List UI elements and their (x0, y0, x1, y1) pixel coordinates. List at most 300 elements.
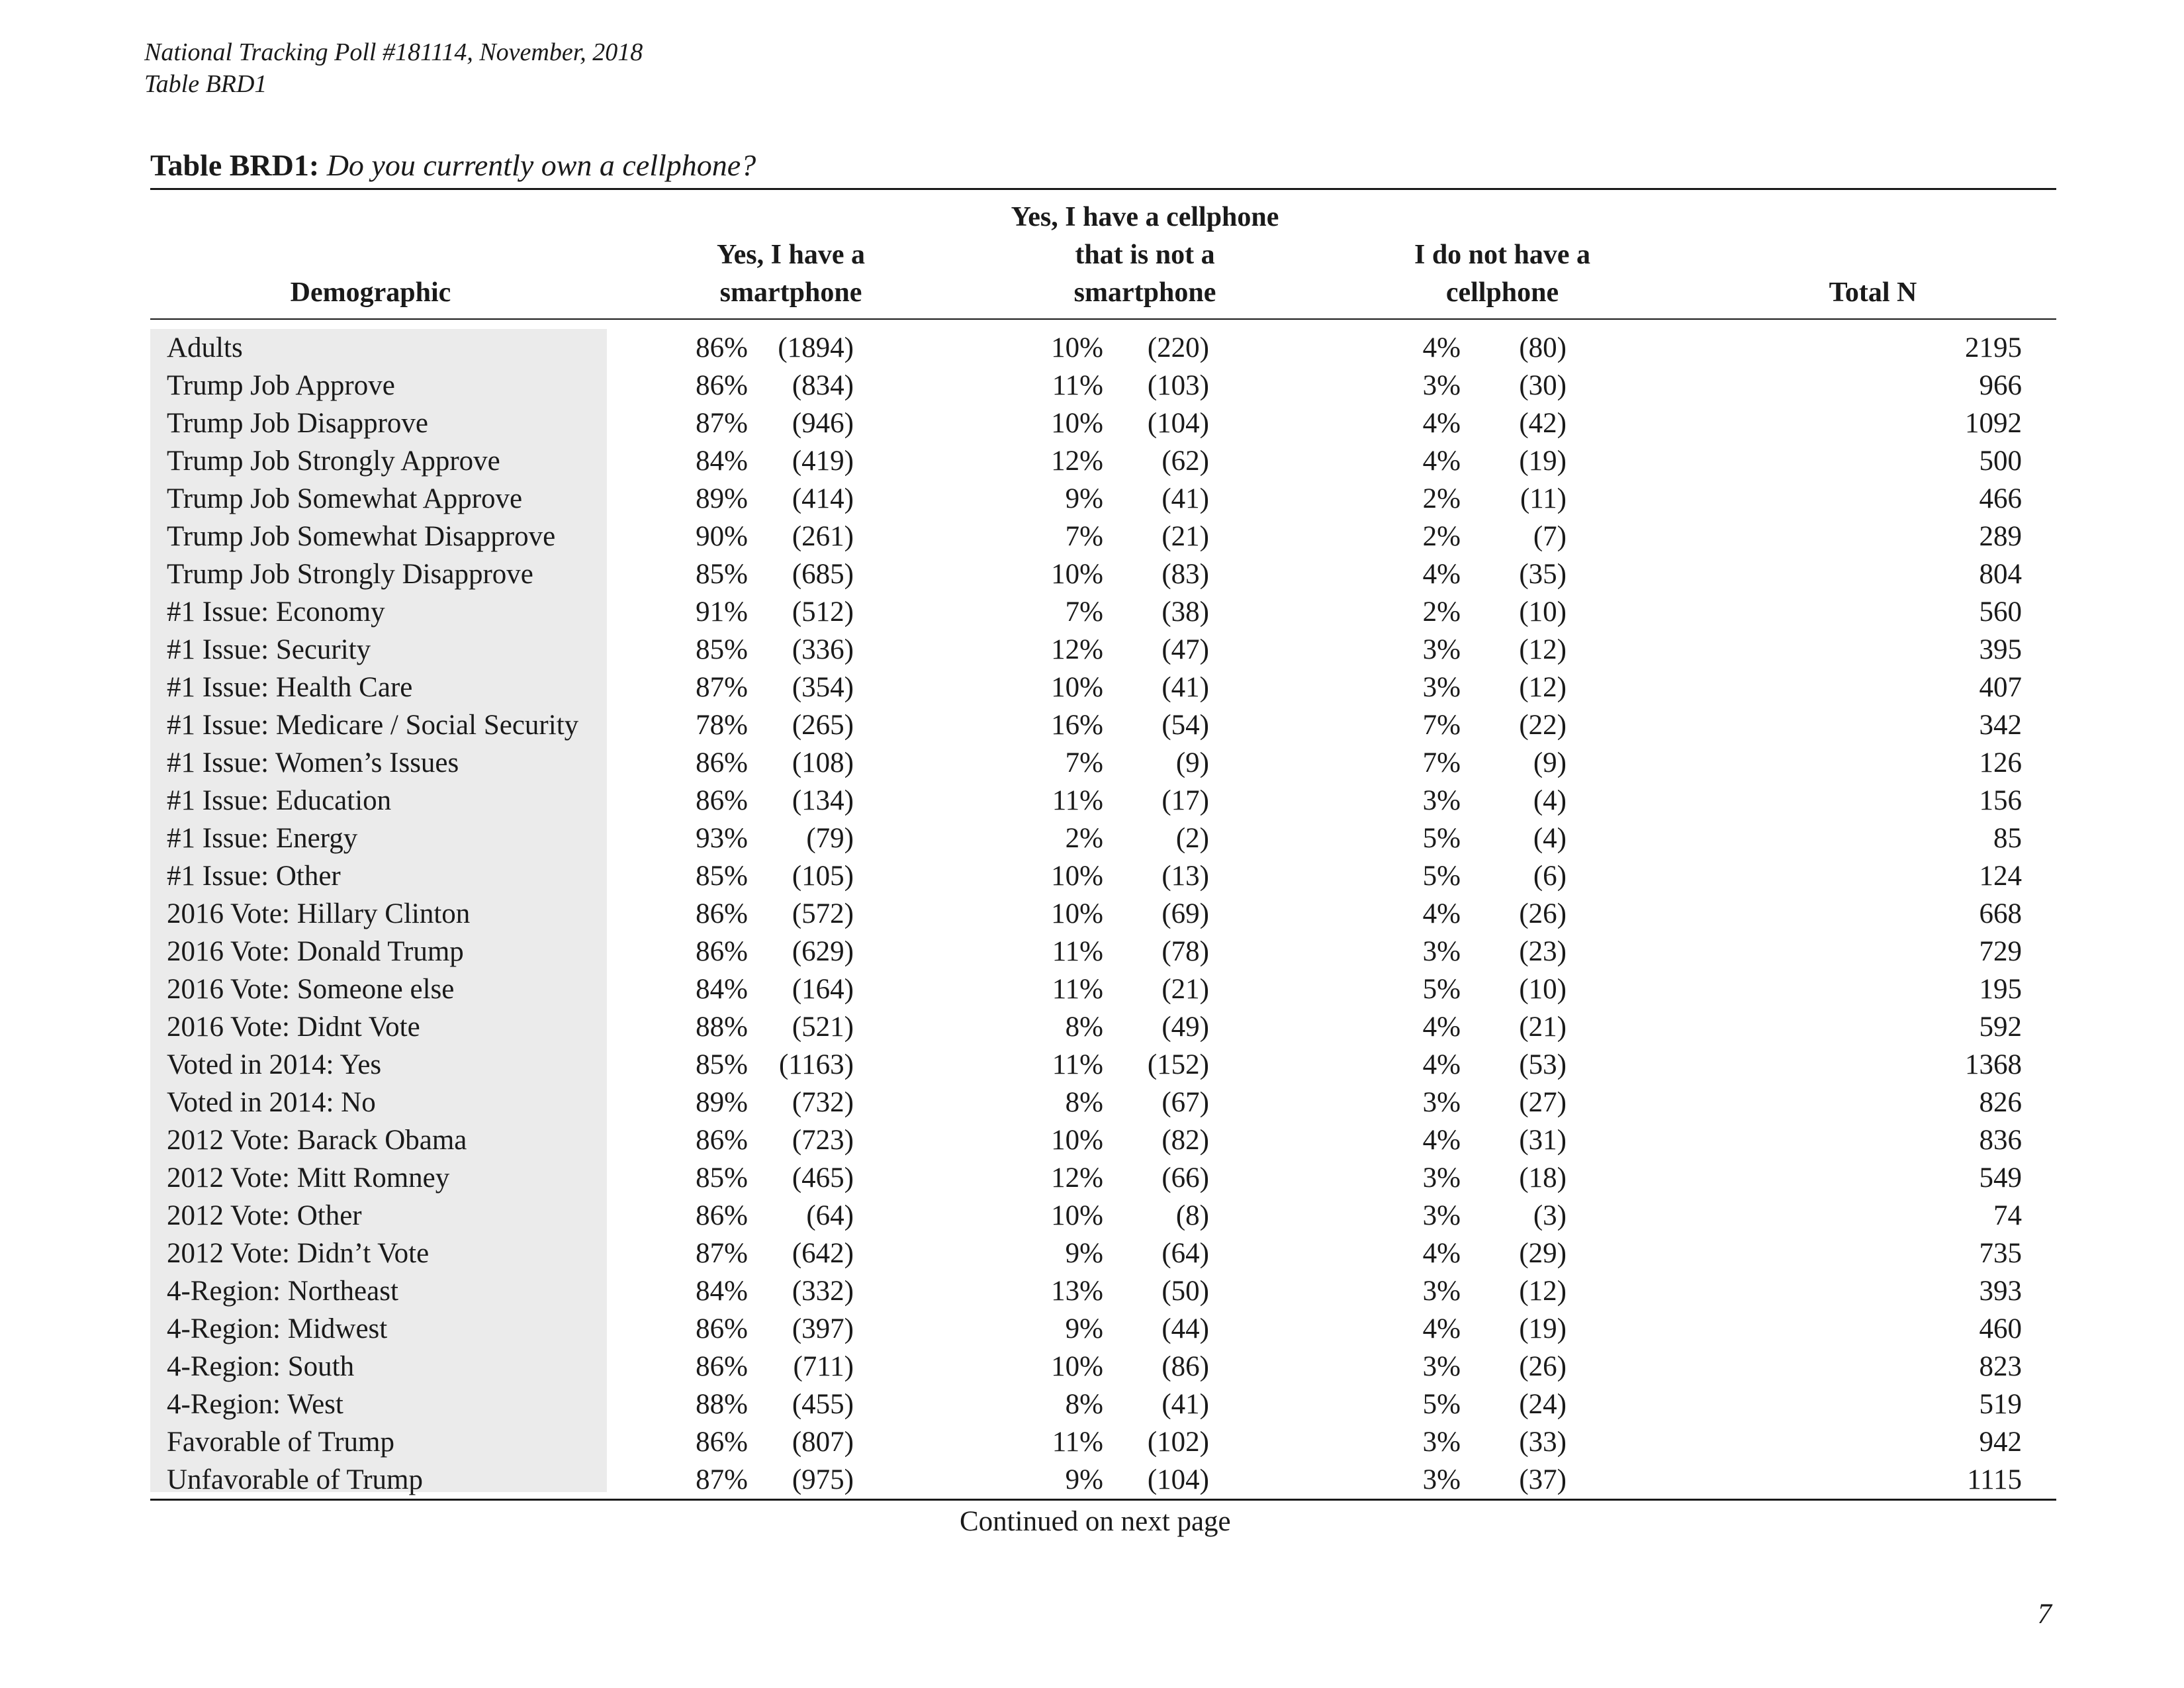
basic-cellphone-count: (102) (1147, 1427, 1209, 1458)
column-header-total-n: Total N (1829, 277, 1917, 308)
table-row (0, 367, 2184, 404)
smartphone-percent: 87% (696, 1238, 748, 1269)
basic-cellphone-percent: 11% (1052, 785, 1103, 816)
smartphone-percent: 85% (696, 1049, 748, 1080)
smartphone-count: (1163) (778, 1049, 854, 1080)
total-n: 393 (1979, 1276, 2022, 1307)
basic-cellphone-count: (67) (1161, 1087, 1209, 1118)
no-cellphone-count: (35) (1519, 559, 1567, 590)
no-cellphone-percent: 3% (1422, 370, 1461, 401)
no-cellphone-count: (26) (1519, 898, 1567, 929)
smartphone-count: (332) (792, 1276, 854, 1307)
no-cellphone-count: (31) (1519, 1125, 1567, 1156)
total-n: 342 (1979, 710, 2022, 741)
basic-cellphone-percent: 10% (1051, 332, 1103, 363)
basic-cellphone-percent: 10% (1051, 408, 1103, 439)
no-cellphone-count: (12) (1519, 634, 1567, 665)
no-cellphone-percent: 7% (1422, 710, 1461, 741)
header-rule (150, 318, 2056, 320)
row-demographic: Favorable of Trump (167, 1427, 394, 1458)
smartphone-count: (164) (792, 974, 854, 1005)
row-demographic: 4-Region: Northeast (167, 1276, 398, 1307)
no-cellphone-percent: 3% (1422, 1464, 1461, 1495)
smartphone-percent: 86% (696, 785, 748, 816)
smartphone-count: (64) (806, 1200, 854, 1231)
smartphone-count: (946) (792, 408, 854, 439)
smartphone-percent: 84% (696, 974, 748, 1005)
table-row (0, 404, 2184, 442)
basic-cellphone-percent: 11% (1052, 936, 1103, 967)
smartphone-count: (354) (792, 672, 854, 703)
table-row (0, 442, 2184, 480)
table-row (0, 933, 2184, 970)
row-demographic: Voted in 2014: No (167, 1087, 376, 1118)
basic-cellphone-percent: 11% (1052, 974, 1103, 1005)
no-cellphone-percent: 3% (1422, 1200, 1461, 1231)
no-cellphone-percent: 2% (1422, 596, 1461, 628)
continued-note: Continued on next page (960, 1506, 1231, 1537)
column-header-basic-cellphone-line2: that is not a (1075, 240, 1215, 270)
no-cellphone-count: (37) (1519, 1464, 1567, 1495)
total-n: 195 (1979, 974, 2022, 1005)
basic-cellphone-count: (49) (1161, 1011, 1209, 1043)
total-n: 668 (1979, 898, 2022, 929)
no-cellphone-count: (80) (1519, 332, 1567, 363)
basic-cellphone-count: (44) (1161, 1313, 1209, 1344)
basic-cellphone-count: (62) (1161, 445, 1209, 477)
basic-cellphone-percent: 10% (1051, 1200, 1103, 1231)
smartphone-count: (1894) (778, 332, 854, 363)
row-demographic: #1 Issue: Medicare / Social Security (167, 710, 579, 741)
smartphone-percent: 87% (696, 408, 748, 439)
total-n: 126 (1979, 747, 2022, 778)
total-n: 549 (1979, 1162, 2022, 1194)
smartphone-percent: 84% (696, 445, 748, 477)
smartphone-percent: 93% (696, 823, 748, 854)
basic-cellphone-percent: 8% (1065, 1389, 1103, 1420)
table-row (0, 1310, 2184, 1348)
no-cellphone-count: (9) (1533, 747, 1567, 778)
table-title-label: Table BRD1: (150, 148, 320, 182)
no-cellphone-count: (6) (1533, 861, 1567, 892)
row-demographic: #1 Issue: Security (167, 634, 371, 665)
basic-cellphone-count: (41) (1161, 672, 1209, 703)
no-cellphone-percent: 5% (1422, 974, 1461, 1005)
total-n: 124 (1979, 861, 2022, 892)
row-demographic: #1 Issue: Education (167, 785, 392, 816)
no-cellphone-count: (12) (1519, 1276, 1567, 1307)
no-cellphone-count: (4) (1533, 823, 1567, 854)
total-n: 735 (1979, 1238, 2022, 1269)
no-cellphone-percent: 3% (1422, 1351, 1461, 1382)
no-cellphone-count: (12) (1519, 672, 1567, 703)
table-row (0, 1046, 2184, 1084)
smartphone-percent: 85% (696, 559, 748, 590)
column-header-smartphone-line1: Yes, I have a (716, 240, 865, 270)
total-n: 395 (1979, 634, 2022, 665)
smartphone-count: (629) (792, 936, 854, 967)
no-cellphone-count: (19) (1519, 445, 1567, 477)
smartphone-percent: 85% (696, 861, 748, 892)
column-header-smartphone-line2: smartphone (719, 277, 862, 308)
basic-cellphone-count: (104) (1147, 1464, 1209, 1495)
table-row (0, 1461, 2184, 1499)
basic-cellphone-count: (9) (1175, 747, 1209, 778)
basic-cellphone-count: (41) (1161, 483, 1209, 514)
no-cellphone-percent: 4% (1422, 332, 1461, 363)
basic-cellphone-percent: 7% (1065, 521, 1103, 552)
smartphone-count: (397) (792, 1313, 854, 1344)
row-demographic: Trump Job Somewhat Disapprove (167, 521, 556, 552)
no-cellphone-count: (21) (1519, 1011, 1567, 1043)
row-demographic: 2012 Vote: Barack Obama (167, 1125, 467, 1156)
row-demographic: Trump Job Strongly Disapprove (167, 559, 533, 590)
row-demographic: #1 Issue: Economy (167, 596, 385, 628)
smartphone-count: (975) (792, 1464, 854, 1495)
table-title-question: Do you currently own a cellphone? (326, 148, 756, 182)
smartphone-count: (105) (792, 861, 854, 892)
total-n: 804 (1979, 559, 2022, 590)
table-row (0, 820, 2184, 857)
no-cellphone-count: (7) (1533, 521, 1567, 552)
column-header-basic-cellphone (966, 199, 1324, 312)
basic-cellphone-percent: 12% (1051, 445, 1103, 477)
smartphone-percent: 87% (696, 1464, 748, 1495)
table-row (0, 1008, 2184, 1046)
basic-cellphone-count: (21) (1161, 974, 1209, 1005)
no-cellphone-count: (11) (1520, 483, 1567, 514)
row-demographic: 2016 Vote: Hillary Clinton (167, 898, 471, 929)
basic-cellphone-count: (220) (1147, 332, 1209, 363)
no-cellphone-percent: 4% (1422, 1313, 1461, 1344)
no-cellphone-percent: 4% (1422, 1011, 1461, 1043)
smartphone-percent: 78% (696, 710, 748, 741)
table-row (0, 1235, 2184, 1272)
basic-cellphone-percent: 9% (1065, 483, 1103, 514)
no-cellphone-count: (3) (1533, 1200, 1567, 1231)
no-cellphone-percent: 7% (1422, 747, 1461, 778)
row-demographic: 2016 Vote: Donald Trump (167, 936, 464, 967)
smartphone-count: (465) (792, 1162, 854, 1194)
table-row (0, 555, 2184, 593)
basic-cellphone-count: (2) (1175, 823, 1209, 854)
total-n: 500 (1979, 445, 2022, 477)
total-n: 2195 (1965, 332, 2022, 363)
basic-cellphone-percent: 7% (1065, 596, 1103, 628)
smartphone-count: (521) (792, 1011, 854, 1043)
table-row (0, 1121, 2184, 1159)
smartphone-percent: 84% (696, 1276, 748, 1307)
basic-cellphone-percent: 8% (1065, 1087, 1103, 1118)
basic-cellphone-percent: 9% (1065, 1313, 1103, 1344)
smartphone-count: (455) (792, 1389, 854, 1420)
table-row (0, 329, 2184, 367)
no-cellphone-count: (26) (1519, 1351, 1567, 1382)
no-cellphone-percent: 4% (1422, 445, 1461, 477)
table-title (150, 148, 756, 183)
table-row (0, 1348, 2184, 1385)
no-cellphone-count: (30) (1519, 370, 1567, 401)
table-row (0, 1385, 2184, 1423)
column-header-basic-cellphone-line1: Yes, I have a cellphone (1011, 202, 1279, 232)
table-row (0, 1159, 2184, 1197)
row-demographic: Voted in 2014: Yes (167, 1049, 382, 1080)
no-cellphone-percent: 4% (1422, 1125, 1461, 1156)
basic-cellphone-percent: 13% (1051, 1276, 1103, 1307)
no-cellphone-percent: 3% (1422, 1162, 1461, 1194)
smartphone-percent: 86% (696, 1427, 748, 1458)
smartphone-count: (108) (792, 747, 854, 778)
basic-cellphone-count: (21) (1161, 521, 1209, 552)
no-cellphone-percent: 4% (1422, 1238, 1461, 1269)
basic-cellphone-count: (64) (1161, 1238, 1209, 1269)
no-cellphone-percent: 3% (1422, 936, 1461, 967)
row-demographic: 4-Region: Midwest (167, 1313, 388, 1344)
basic-cellphone-percent: 11% (1052, 1427, 1103, 1458)
no-cellphone-percent: 4% (1422, 898, 1461, 929)
smartphone-count: (807) (792, 1427, 854, 1458)
row-demographic: 2012 Vote: Didn’t Vote (167, 1238, 430, 1269)
total-n: 1115 (1967, 1464, 2022, 1495)
basic-cellphone-count: (152) (1147, 1049, 1209, 1080)
smartphone-percent: 85% (696, 634, 748, 665)
row-demographic: Trump Job Approve (167, 370, 395, 401)
basic-cellphone-percent: 12% (1051, 634, 1103, 665)
basic-cellphone-count: (38) (1161, 596, 1209, 628)
basic-cellphone-percent: 7% (1065, 747, 1103, 778)
total-n: 560 (1979, 596, 2022, 628)
total-n: 1368 (1965, 1049, 2022, 1080)
total-n: 729 (1979, 936, 2022, 967)
total-n: 289 (1979, 521, 2022, 552)
basic-cellphone-percent: 11% (1052, 1049, 1103, 1080)
no-cellphone-percent: 4% (1422, 559, 1461, 590)
row-demographic: #1 Issue: Other (167, 861, 341, 892)
basic-cellphone-percent: 10% (1051, 672, 1103, 703)
no-cellphone-count: (19) (1519, 1313, 1567, 1344)
smartphone-count: (261) (792, 521, 854, 552)
basic-cellphone-percent: 16% (1051, 710, 1103, 741)
basic-cellphone-percent: 10% (1051, 1351, 1103, 1382)
table-row (0, 1272, 2184, 1310)
no-cellphone-percent: 3% (1422, 1087, 1461, 1118)
table-row (0, 744, 2184, 782)
table-row (0, 631, 2184, 669)
basic-cellphone-count: (78) (1161, 936, 1209, 967)
smartphone-percent: 87% (696, 672, 748, 703)
smartphone-count: (512) (792, 596, 854, 628)
column-header-no-cellphone-line2: cellphone (1445, 277, 1559, 308)
total-n: 466 (1979, 483, 2022, 514)
total-n: 407 (1979, 672, 2022, 703)
total-n: 823 (1979, 1351, 2022, 1382)
table-row (0, 782, 2184, 820)
total-n: 966 (1979, 370, 2022, 401)
basic-cellphone-count: (69) (1161, 898, 1209, 929)
smartphone-percent: 89% (696, 1087, 748, 1118)
total-n: 836 (1979, 1125, 2022, 1156)
basic-cellphone-percent: 12% (1051, 1162, 1103, 1194)
no-cellphone-count: (24) (1519, 1389, 1567, 1420)
smartphone-count: (134) (792, 785, 854, 816)
smartphone-count: (834) (792, 370, 854, 401)
table-row (0, 480, 2184, 518)
row-demographic: #1 Issue: Energy (167, 823, 358, 854)
basic-cellphone-count: (104) (1147, 408, 1209, 439)
basic-cellphone-percent: 2% (1065, 823, 1103, 854)
table-row (0, 1423, 2184, 1461)
table-row (0, 1084, 2184, 1121)
smartphone-percent: 86% (696, 898, 748, 929)
no-cellphone-percent: 2% (1422, 521, 1461, 552)
column-header-no-cellphone-line1: I do not have a (1414, 240, 1591, 270)
table-top-rule (150, 188, 2056, 190)
basic-cellphone-count: (41) (1161, 1389, 1209, 1420)
basic-cellphone-percent: 10% (1051, 861, 1103, 892)
total-n: 460 (1979, 1313, 2022, 1344)
no-cellphone-count: (22) (1519, 710, 1567, 741)
column-header-no-cellphone (1377, 236, 1628, 312)
smartphone-percent: 85% (696, 1162, 748, 1194)
table-row (0, 593, 2184, 631)
table-row (0, 518, 2184, 555)
row-demographic: Unfavorable of Trump (167, 1464, 423, 1495)
table-row (0, 857, 2184, 895)
no-cellphone-percent: 4% (1422, 408, 1461, 439)
basic-cellphone-count: (47) (1161, 634, 1209, 665)
basic-cellphone-count: (86) (1161, 1351, 1209, 1382)
smartphone-count: (642) (792, 1238, 854, 1269)
no-cellphone-count: (27) (1519, 1087, 1567, 1118)
total-n: 1092 (1965, 408, 2022, 439)
smartphone-count: (79) (806, 823, 854, 854)
smartphone-count: (572) (792, 898, 854, 929)
table-row (0, 895, 2184, 933)
smartphone-count: (336) (792, 634, 854, 665)
smartphone-count: (685) (792, 559, 854, 590)
poll-header-title: National Tracking Poll #181114, November, 2018 (144, 38, 643, 66)
smartphone-percent: 91% (696, 596, 748, 628)
table-row (0, 970, 2184, 1008)
smartphone-percent: 86% (696, 1313, 748, 1344)
no-cellphone-percent: 3% (1422, 634, 1461, 665)
smartphone-count: (732) (792, 1087, 854, 1118)
row-demographic: Trump Job Disapprove (167, 408, 428, 439)
basic-cellphone-count: (103) (1147, 370, 1209, 401)
total-n: 156 (1979, 785, 2022, 816)
smartphone-percent: 89% (696, 483, 748, 514)
smartphone-percent: 86% (696, 747, 748, 778)
no-cellphone-percent: 3% (1422, 785, 1461, 816)
no-cellphone-count: (18) (1519, 1162, 1567, 1194)
basic-cellphone-count: (8) (1175, 1200, 1209, 1231)
no-cellphone-percent: 3% (1422, 672, 1461, 703)
row-demographic: Trump Job Somewhat Approve (167, 483, 523, 514)
smartphone-count: (723) (792, 1125, 854, 1156)
no-cellphone-percent: 4% (1422, 1049, 1461, 1080)
no-cellphone-count: (4) (1533, 785, 1567, 816)
row-demographic: 2012 Vote: Other (167, 1200, 362, 1231)
basic-cellphone-count: (66) (1161, 1162, 1209, 1194)
smartphone-percent: 88% (696, 1389, 748, 1420)
no-cellphone-percent: 3% (1422, 1427, 1461, 1458)
row-demographic: 4-Region: West (167, 1389, 343, 1420)
row-demographic: 2012 Vote: Mitt Romney (167, 1162, 450, 1194)
no-cellphone-count: (42) (1519, 408, 1567, 439)
basic-cellphone-percent: 10% (1051, 898, 1103, 929)
table-row (0, 706, 2184, 744)
smartphone-percent: 86% (696, 332, 748, 363)
basic-cellphone-percent: 9% (1065, 1464, 1103, 1495)
smartphone-count: (414) (792, 483, 854, 514)
smartphone-percent: 86% (696, 1125, 748, 1156)
poll-header-table-id: Table BRD1 (144, 70, 267, 98)
total-n: 85 (1993, 823, 2022, 854)
no-cellphone-count: (29) (1519, 1238, 1567, 1269)
no-cellphone-count: (10) (1519, 596, 1567, 628)
no-cellphone-percent: 3% (1422, 1276, 1461, 1307)
total-n: 592 (1979, 1011, 2022, 1043)
row-demographic: 2016 Vote: Didnt Vote (167, 1011, 420, 1043)
basic-cellphone-count: (50) (1161, 1276, 1209, 1307)
basic-cellphone-percent: 11% (1052, 370, 1103, 401)
table-row (0, 669, 2184, 706)
total-n: 826 (1979, 1087, 2022, 1118)
row-demographic: Adults (167, 332, 243, 363)
smartphone-count: (265) (792, 710, 854, 741)
no-cellphone-count: (33) (1519, 1427, 1567, 1458)
no-cellphone-count: (10) (1519, 974, 1567, 1005)
no-cellphone-count: (53) (1519, 1049, 1567, 1080)
basic-cellphone-percent: 8% (1065, 1011, 1103, 1043)
row-demographic: #1 Issue: Women’s Issues (167, 747, 459, 778)
basic-cellphone-percent: 10% (1051, 559, 1103, 590)
column-header-demographic: Demographic (290, 277, 451, 308)
column-header-smartphone (662, 236, 920, 312)
row-demographic: 2016 Vote: Someone else (167, 974, 455, 1005)
smartphone-count: (711) (793, 1351, 854, 1382)
basic-cellphone-count: (13) (1161, 861, 1209, 892)
no-cellphone-percent: 5% (1422, 861, 1461, 892)
smartphone-percent: 86% (696, 370, 748, 401)
total-n: 942 (1979, 1427, 2022, 1458)
no-cellphone-percent: 5% (1422, 823, 1461, 854)
row-demographic: #1 Issue: Health Care (167, 672, 413, 703)
page-number: 7 (2037, 1599, 2052, 1630)
total-n: 519 (1979, 1389, 2022, 1420)
basic-cellphone-percent: 9% (1065, 1238, 1103, 1269)
smartphone-percent: 90% (696, 521, 748, 552)
smartphone-count: (419) (792, 445, 854, 477)
smartphone-percent: 88% (696, 1011, 748, 1043)
no-cellphone-percent: 2% (1422, 483, 1461, 514)
basic-cellphone-count: (82) (1161, 1125, 1209, 1156)
table-bottom-rule (150, 1499, 2056, 1501)
basic-cellphone-percent: 10% (1051, 1125, 1103, 1156)
basic-cellphone-count: (83) (1161, 559, 1209, 590)
no-cellphone-count: (23) (1519, 936, 1567, 967)
row-demographic: Trump Job Strongly Approve (167, 445, 500, 477)
column-header-basic-cellphone-line3: smartphone (1073, 277, 1216, 308)
row-demographic: 4-Region: South (167, 1351, 355, 1382)
basic-cellphone-count: (17) (1161, 785, 1209, 816)
smartphone-percent: 86% (696, 1200, 748, 1231)
smartphone-percent: 86% (696, 936, 748, 967)
basic-cellphone-count: (54) (1161, 710, 1209, 741)
no-cellphone-percent: 5% (1422, 1389, 1461, 1420)
table-row (0, 1197, 2184, 1235)
smartphone-percent: 86% (696, 1351, 748, 1382)
